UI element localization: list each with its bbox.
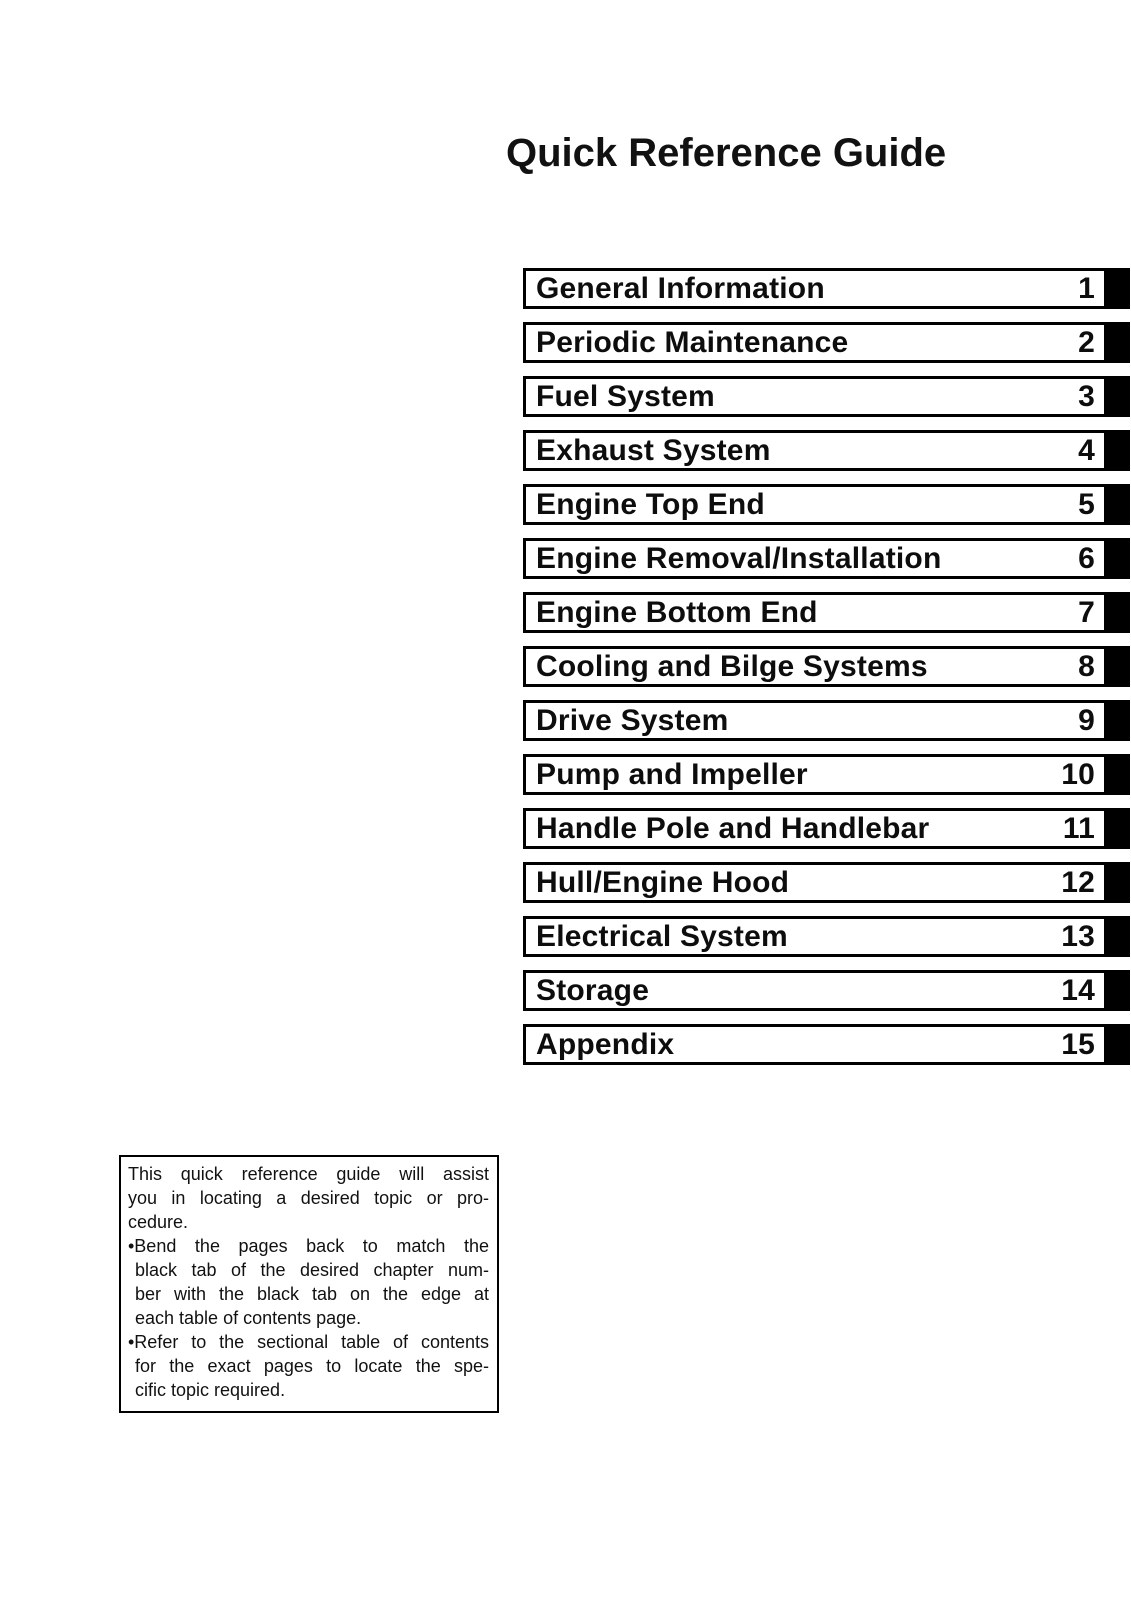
note-line: black tab of the desired chapter num- (135, 1260, 489, 1280)
chapter-label: Engine Bottom End (536, 595, 818, 629)
toc-row[interactable] (523, 484, 1130, 525)
toc-row[interactable] (523, 862, 1130, 903)
chapter-tab-marker (1107, 484, 1130, 525)
chapter-tab-marker (1107, 268, 1130, 309)
chapter-number: 1 (1078, 271, 1095, 305)
toc-row[interactable] (523, 808, 1130, 849)
chapter-label: Pump and Impeller (536, 757, 808, 791)
toc-row[interactable] (523, 268, 1130, 309)
chapter-tab-marker (1107, 322, 1130, 363)
chapter-number: 4 (1078, 433, 1095, 467)
chapter-box (523, 430, 1107, 471)
chapter-label: Hull/Engine Hood (536, 865, 790, 899)
chapter-label: Appendix (536, 1027, 675, 1061)
chapter-label: Storage (536, 973, 650, 1007)
chapter-number: 3 (1078, 379, 1095, 413)
chapter-box (523, 268, 1107, 309)
chapter-label: General Information (536, 271, 825, 305)
chapter-number: 9 (1078, 703, 1095, 737)
chapter-box (523, 700, 1107, 741)
chapter-label: Fuel System (536, 379, 715, 413)
chapter-tab-marker (1107, 646, 1130, 687)
chapter-box (523, 970, 1107, 1011)
toc-row[interactable] (523, 592, 1130, 633)
toc-row[interactable] (523, 970, 1130, 1011)
chapter-box (523, 322, 1107, 363)
chapter-tab-marker (1107, 970, 1130, 1011)
toc-row[interactable] (523, 322, 1130, 363)
chapter-tab-marker (1107, 430, 1130, 471)
toc-row[interactable] (523, 1024, 1130, 1065)
chapter-tab-marker (1107, 376, 1130, 417)
chapter-box (523, 376, 1107, 417)
chapter-tab-marker (1107, 808, 1130, 849)
toc-row[interactable] (523, 376, 1130, 417)
toc-row[interactable] (523, 538, 1130, 579)
quick-reference-toc (523, 268, 1130, 1065)
chapter-label: Cooling and Bilge Systems (536, 649, 928, 683)
chapter-number: 13 (1061, 919, 1095, 953)
note-box (119, 1155, 499, 1413)
toc-row[interactable] (523, 754, 1130, 795)
chapter-tab-marker (1107, 862, 1130, 903)
chapter-box (523, 916, 1107, 957)
chapter-number: 15 (1061, 1027, 1095, 1061)
chapter-label: Engine Removal/Installation (536, 541, 942, 575)
toc-row[interactable] (523, 646, 1130, 687)
chapter-tab-marker (1107, 754, 1130, 795)
chapter-number: 6 (1078, 541, 1095, 575)
chapter-label: Engine Top End (536, 487, 765, 521)
note-line: •Refer to the sectional table of contents (128, 1332, 489, 1352)
chapter-label: Drive System (536, 703, 729, 737)
note-line: cific topic required. (135, 1380, 286, 1400)
chapter-box (523, 754, 1107, 795)
toc-row[interactable] (523, 916, 1130, 957)
chapter-tab-marker (1107, 1024, 1130, 1065)
chapter-label: Electrical System (536, 919, 788, 953)
toc-row[interactable] (523, 700, 1130, 741)
chapter-label: Periodic Maintenance (536, 325, 849, 359)
note-line: This quick reference guide will assist (128, 1164, 489, 1184)
note-line: you in locating a desired topic or pro- (128, 1188, 489, 1208)
chapter-number: 11 (1062, 811, 1095, 845)
toc-row[interactable] (523, 430, 1130, 471)
chapter-label: Exhaust System (536, 433, 771, 467)
chapter-tab-marker (1107, 700, 1130, 741)
chapter-box (523, 646, 1107, 687)
chapter-number: 10 (1061, 757, 1095, 791)
chapter-number: 14 (1061, 973, 1095, 1007)
chapter-box (523, 862, 1107, 903)
chapter-box (523, 592, 1107, 633)
chapter-box (523, 1024, 1107, 1065)
page-title: Quick Reference Guide (506, 131, 947, 175)
chapter-number: 8 (1078, 649, 1095, 683)
chapter-tab-marker (1107, 916, 1130, 957)
note-line: •Bend the pages back to match the (128, 1236, 489, 1256)
chapter-box (523, 538, 1107, 579)
note-line: each table of contents page. (135, 1308, 362, 1328)
note-text (128, 1162, 489, 1402)
chapter-box (523, 808, 1107, 849)
chapter-tab-marker (1107, 538, 1130, 579)
chapter-label: Handle Pole and Handlebar (536, 811, 930, 845)
chapter-number: 7 (1078, 595, 1095, 629)
chapter-box (523, 484, 1107, 525)
note-line: ber with the black tab on the edge at (135, 1284, 489, 1304)
chapter-tab-marker (1107, 592, 1130, 633)
chapter-number: 2 (1078, 325, 1095, 359)
chapter-number: 5 (1078, 487, 1095, 521)
note-line: cedure. (128, 1212, 189, 1232)
note-line: for the exact pages to locate the spe- (135, 1356, 489, 1376)
chapter-number: 12 (1061, 865, 1095, 899)
